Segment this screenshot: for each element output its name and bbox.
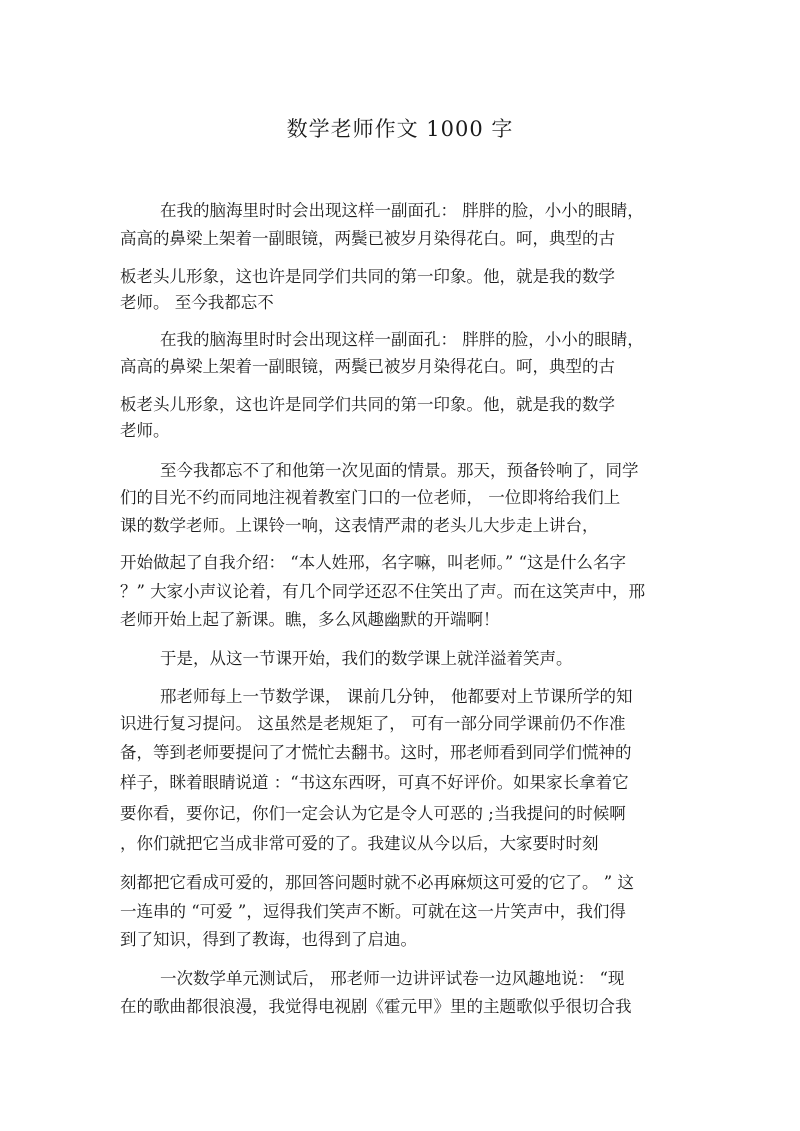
text-line: 至今我都忘不了和他第一次见面的情景。那天，预备铃响了，同学 <box>160 461 639 480</box>
text-line: 在的歌曲都很浪漫，我觉得电视剧《霍元甲》里的主题歌似乎很切合我 <box>120 997 632 1016</box>
text-line: 在我的脑海里时时会出现这样一副面孔： 胖胖的脸，小小的眼睛， <box>160 201 644 220</box>
text-line: 于是，从这一节课开始，我们的数学课上就洋溢着笑声。 <box>160 649 573 668</box>
text-line: 老师。 <box>120 421 170 440</box>
text-line: 高高的鼻梁上架着一副眼镜，两鬓已被岁月染得花白。呵，典型的古 <box>120 229 615 248</box>
text-line: 要你看，要你记，你们一定会认为它是令人可恶的 ;当我提问的时候啊 <box>120 804 626 823</box>
text-line: 开始做起了自我介绍： “本人姓邢，名字嘛，叫老师。” “这是什么名字 <box>120 553 627 572</box>
text-line: ？” 大家小声议论着，有几个同学还忍不住笑出了声。而在这笑声中，邢 <box>120 582 646 601</box>
text-line: 老师开始上起了新课。瞧，多么风趣幽默的开端啊！ <box>120 610 500 629</box>
text-line: 课的数学老师。上课铃一响，这表情严肃的老头儿大步走上讲台， <box>120 516 599 535</box>
text-line: 在我的脑海里时时会出现这样一副面孔： 胖胖的脸，小小的眼睛， <box>160 330 644 349</box>
text-line: 到了知识，得到了教诲，也得到了启迪。 <box>120 930 417 949</box>
text-line: 识进行复习提问。 这虽然是老规矩了， 可有一部分同学课前仍不作准 <box>120 714 626 733</box>
text-line: 邢老师每上一节数学课， 课前几分钟， 他都要对上节课所学的知 <box>160 687 633 706</box>
text-line: 备，等到老师要提问了才慌忙去翻书。这时，邢老师看到同学们慌神的 <box>120 743 632 762</box>
text-line: 一次数学单元测试后， 邢老师一边讲评试卷一边风趣地说： “现 <box>160 969 625 988</box>
text-line: 老师。 至今我都忘不 <box>120 293 274 312</box>
text-line: 板老头儿形象，这也许是同学们共同的第一印象。他，就是我的数学 <box>120 267 615 286</box>
text-line: 样子，眯着眼睛说道 ：“书这东西呀，可真不好评价。如果家长拿着它 <box>120 773 629 792</box>
text-line: 板老头儿形象，这也许是同学们共同的第一印象。他，就是我的数学 <box>120 395 615 414</box>
document-title: 数学老师作文 1000 字 <box>286 117 514 141</box>
text-line: 高高的鼻梁上架着一副眼镜，两鬓已被岁月染得花白。呵，典型的古 <box>120 357 615 376</box>
text-line: 们的目光不约而同地注视着教室门口的一位老师， 一位即将给我们上 <box>120 488 621 507</box>
text-line: 刻都把它看成可爱的，那回答问题时就不必再麻烦这可爱的它了。 ” 这 <box>120 873 634 892</box>
text-line: 一连串的 “可爱 ”，逗得我们笑声不断。可就在这一片笑声中，我们得 <box>120 902 626 921</box>
text-line: ，你们就把它当成非常可爱的了。我建议从今以后，大家要时时刻 <box>120 834 599 853</box>
